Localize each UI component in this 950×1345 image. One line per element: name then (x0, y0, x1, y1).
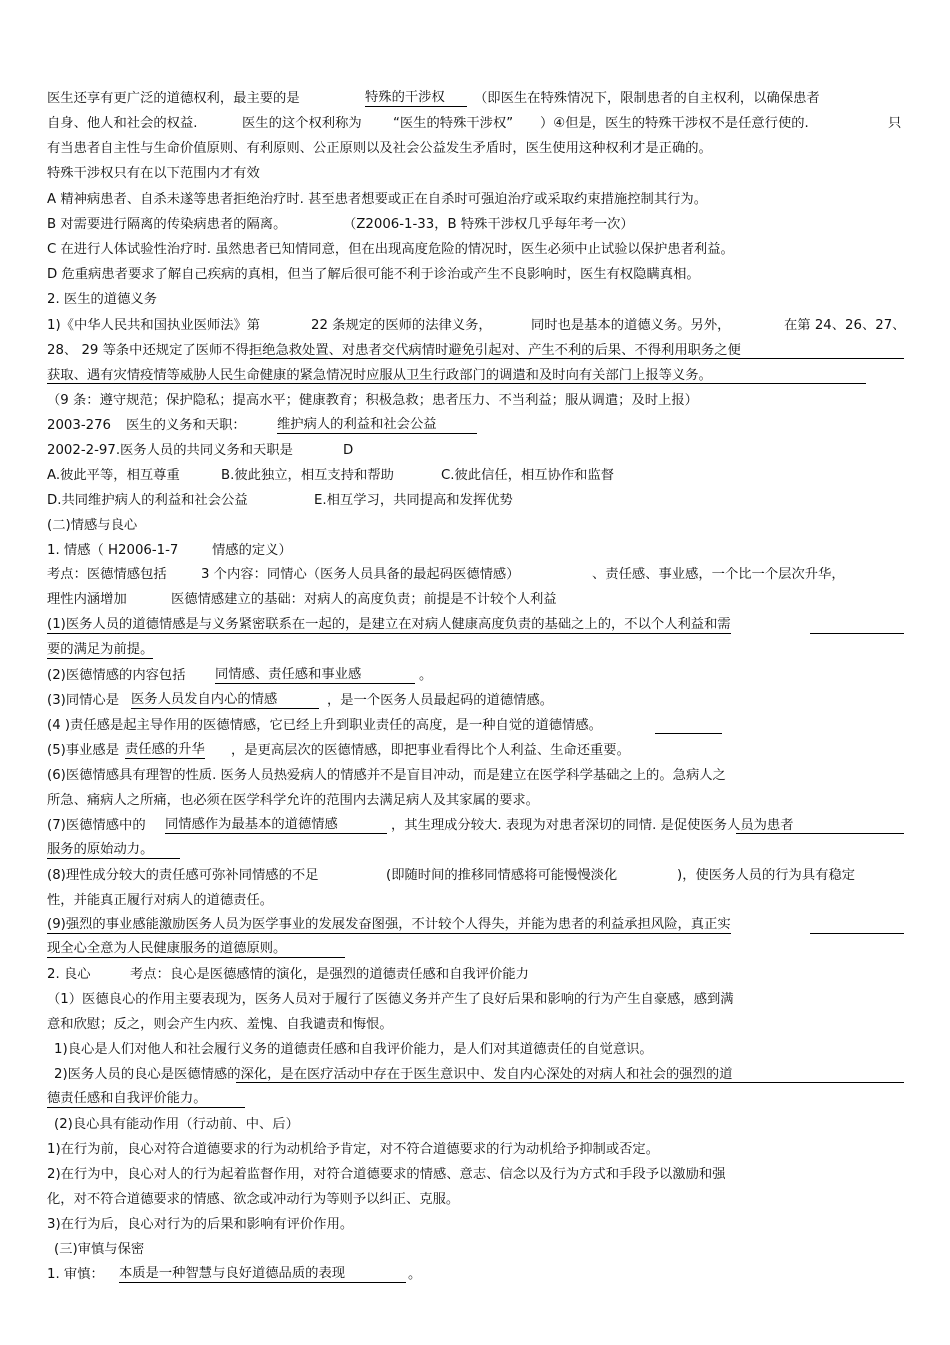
text-line (0, 565, 950, 585)
text-line (0, 139, 950, 159)
text-line (0, 164, 950, 184)
text-span: 1)在行为前，良心对符合道德要求的行为动机给予肯定，对不符合道德要求的行为动机给予抑制或否定。 (47, 1142, 660, 1157)
text-span: 2)在行为中，良心对人的行为起着监督作用，对符合道德要求的情感、意志、信念以及行为方式和手段予以激励和强 (47, 1167, 726, 1182)
text-span: D 危重病患者要求了解自己疾病的真相，但当了解后很可能不利于诊治或产生不良影响时，医生有权隐瞒真相。 (47, 267, 700, 282)
text-line (0, 1190, 950, 1210)
text-line (0, 866, 950, 886)
text-line (0, 466, 950, 486)
text-line (0, 1040, 950, 1060)
text-line (0, 290, 950, 310)
text-span: 自身、他人和社会的权益. (47, 116, 198, 131)
text-line (0, 1215, 950, 1235)
text-span: 考点：良心是医德感情的演化，是强烈的道德责任感和自我评价能力 (130, 967, 529, 982)
text-span: (4 )责任感是起主导作用的医德情感，它已经上升到职业责任的高度，是一种自觉的道德情感。 (47, 718, 602, 733)
text-span: 2)医务人员的良心是医德情感的深化，是在医疗活动中存在于医生意识中、发自内心深处的对病人和社会的强烈的道 (54, 1067, 733, 1082)
text-line (0, 1265, 950, 1285)
text-span: (三)审慎与保密 (54, 1242, 145, 1257)
text-line (0, 1065, 950, 1085)
text-line (0, 641, 950, 661)
underlined-text: 医务人员发自内心的情感 (131, 691, 319, 709)
text-span: 22 条规定的医师的法律义务， (311, 318, 492, 333)
text-line (0, 891, 950, 911)
underlined-text: (9)强烈的事业感能激励医务人员为医学事业的发展发奋图强，不计较个人得失，并能为患者的利益承担风险，真正实 (47, 917, 731, 932)
text-span: 28、 29 等条中还规定了医师不得拒绝急救处置、对患者交代病情时避免引起对、产生不利的后果、不得利用职务之便 (47, 343, 741, 358)
text-line (0, 1240, 950, 1260)
text-line (0, 940, 950, 960)
text-span: 考点：医德情感包括 (47, 567, 167, 582)
underline-rule (736, 833, 904, 834)
text-line (0, 1140, 950, 1160)
text-line (0, 716, 950, 736)
text-span: ，是一个医务人员最起码的道德情感。 (327, 693, 554, 708)
text-span: C 在进行人体试验性治疗时. 虽然患者已知情同意，但在出现高度危险的情况时，医生必须中止试验以保护患者利益。 (47, 242, 734, 257)
underlined-text: 同情感作为最基本的道德情感 (165, 816, 387, 834)
text-span: 3 个内容：同情心（医务人员具备的最起码医德情感） (201, 567, 520, 582)
text-span: 只 (888, 116, 902, 131)
text-span: B 对需要进行隔离的传染病患者的隔离。 (47, 217, 287, 232)
text-line (0, 341, 950, 361)
text-span: 医生还享有更广泛的道德权利，最主要的是 (47, 91, 300, 106)
text-span: (2)良心具有能动作用（行动前、中、后） (54, 1117, 299, 1132)
text-line (0, 590, 950, 610)
underlined-text: 要的满足为前提。 (47, 642, 154, 657)
text-line (0, 215, 950, 235)
text-span: 情感的定义） (212, 543, 292, 558)
underlined-text: 服务的原始动力。 (47, 841, 180, 859)
text-span: (2)医德情感的内容包括 (47, 668, 186, 683)
text-span: (二)情感与良心 (47, 518, 138, 533)
underlined-text: 同情感、责任感和事业感 (215, 666, 415, 684)
underlined-text: 责任感的升华 (125, 742, 205, 757)
text-span: (即随时间的推移同情感将可能慢慢淡化 (386, 868, 618, 883)
text-line (0, 89, 950, 109)
text-line (0, 741, 950, 761)
text-span: 所急、痛病人之所痛，也必须在医学科学允许的范围内去满足病人及其家属的要求。 (47, 793, 539, 808)
text-line (0, 541, 950, 561)
text-span: 2002-2-97.医务人员的共同义务和天职是 (47, 443, 293, 458)
text-line (0, 1015, 950, 1035)
text-span: 2. 良心 (47, 967, 91, 982)
text-line (0, 766, 950, 786)
underlined-text: 现全心全意为人民健康服务的道德原则。 (47, 940, 345, 958)
underline-rule (810, 633, 904, 634)
underline-rule (810, 933, 904, 934)
text-span: C.彼此信任，相互协作和监督 (441, 468, 615, 483)
underline-rule (236, 1082, 904, 1083)
text-span: 1)良心是人们对他人和社会履行义务的道德责任感和自我评价能力，是人们对其道德责任的自觉意识。 (54, 1042, 653, 1057)
underlined-text: 维护病人的利益和社会公益 (277, 416, 477, 434)
text-span: 意和欣慰；反之，则会产生内疚、羞愧、自我谴责和悔恨。 (47, 1017, 393, 1032)
text-span: 。 (408, 1267, 422, 1282)
text-span: 1. 情感（ H2006-1-7 (47, 543, 179, 558)
text-line (0, 516, 950, 536)
text-line (0, 1115, 950, 1135)
text-span: B.彼此独立，相互支持和帮助 (221, 468, 394, 483)
text-line (0, 1165, 950, 1185)
text-span: 在第 24、26、27、 (784, 318, 906, 333)
text-line (0, 841, 950, 861)
text-span: 2003-276 (47, 418, 112, 433)
text-line (0, 491, 950, 511)
text-span: A.彼此平等，相互尊重 (47, 468, 180, 483)
text-span: (8)理性成分较大的责任感可弥补同情感的不足 (47, 868, 319, 883)
text-line (0, 791, 950, 811)
text-line (0, 965, 950, 985)
text-line (0, 265, 950, 285)
text-span: （Z2006-1-33，B 特殊干涉权几乎每年考一次） (343, 217, 634, 232)
text-span: 医生的这个权利称为 (242, 116, 362, 131)
text-span: D.共同维护病人的利益和社会公益 (47, 493, 248, 508)
text-span: 3)在行为后，良心对行为的后果和影响有评价作用。 (47, 1217, 354, 1232)
text-line (0, 391, 950, 411)
text-span: 同时也是基本的道德义务。另外， (531, 318, 731, 333)
text-line (0, 916, 950, 936)
text-span: A 精神病患者、自杀未遂等患者拒绝治疗时. 甚至患者想要或正在自杀时可强迫治疗或采取约束措施控制其行为。 (47, 192, 708, 207)
text-line (0, 816, 950, 836)
text-span: 性，并能真正履行对病人的道德责任。 (47, 893, 274, 908)
text-line (0, 666, 950, 686)
text-span: 、责任感、事业感，一个比一个层次升华， (592, 567, 845, 582)
text-span: ，是更高层次的医德情感，即把事业看得比个人利益、生命还重要。 (231, 743, 630, 758)
text-span: )，使医务人员的行为具有稳定 (677, 868, 856, 883)
text-span: 获取、遇有灾情疫情等威胁人民生命健康的紧急情况时应服从卫生行政部门的调遣和及时向有关部门上报等义务。 (47, 368, 712, 383)
text-span: 有当患者自主性与生命价值原则、有利原则、公正原则以及社会公益发生矛盾时，医生使用这种权利才是正确的。 (47, 141, 712, 156)
text-span: （即医生在特殊情况下，限制患者的自主权利，以确保患者 (474, 91, 820, 106)
text-span: 1. 审慎： (47, 1267, 104, 1282)
text-span: （9 条：遵守规范；保护隐私；提高水平；健康教育；积极急救；患者压力、不当利益；服从调遣；及时上报） (47, 393, 698, 408)
text-span: (5)事业感是 (47, 743, 120, 758)
text-span: 化，对不符合道德要求的情感、欲念或冲动行为等则予以纠正、克服。 (47, 1192, 460, 1207)
underline-rule (655, 733, 722, 734)
text-line (0, 114, 950, 134)
underline-rule (250, 358, 904, 359)
text-span: “医生的特殊干涉权” (393, 116, 514, 131)
text-line (0, 1090, 950, 1110)
text-line (0, 316, 950, 336)
text-span: ）④但是，医生的特殊干涉权不是任意行使的. (540, 116, 809, 131)
underlined-text: 本质是一种智慧与良好道德品质的表现 (119, 1265, 406, 1283)
text-line (0, 366, 950, 386)
text-span: （1）医德良心的作用主要表现为，医务人员对于履行了医德义务并产生了良好后果和影响的行为产生自豪感，感到满 (47, 992, 734, 1007)
underline-rule (47, 383, 866, 384)
text-span: 2. 医生的道德义务 (47, 292, 157, 307)
text-span: (7)医德情感中的 (47, 818, 146, 833)
text-span: 医德情感建立的基础：对病人的高度负责；前提是不计较个人利益 (171, 592, 557, 607)
underlined-text: (1)医务人员的道德情感是与义务紧密联系在一起的，是建立在对病人健康高度负责的基础之上的，不以个人利益和需 (47, 617, 731, 632)
text-span: 。 (419, 668, 433, 683)
text-span: (3)同情心是 (47, 693, 120, 708)
text-span: 理性内涵增加 (47, 592, 127, 607)
text-span: D (343, 443, 354, 458)
text-span: 医生的义务和天职： (126, 418, 246, 433)
text-span: (6)医德情感具有理智的性质. 医务人员热爱病人的情感并不是盲目冲动，而是建立在医学科学基础之上的。急病人之 (47, 768, 726, 783)
text-line (0, 441, 950, 461)
text-span: E.相互学习，共同提高和发挥优势 (314, 493, 513, 508)
text-span: 1)《中华人民共和国执业医师法》第 (47, 318, 261, 333)
text-line (0, 416, 950, 436)
text-span: ，其生理成分较大. 表现为对患者深切的同情. 是促使医务人员为患者 (391, 818, 794, 833)
text-line (0, 190, 950, 210)
text-line (0, 616, 950, 636)
text-line (0, 691, 950, 711)
text-span: 特殊干涉权只有在以下范围内才有效 (47, 166, 260, 181)
text-line (0, 240, 950, 260)
underlined-text: 德责任感和自我评价能力。 (47, 1090, 245, 1108)
underlined-text: 特殊的干涉权 (365, 89, 467, 107)
text-line (0, 990, 950, 1010)
